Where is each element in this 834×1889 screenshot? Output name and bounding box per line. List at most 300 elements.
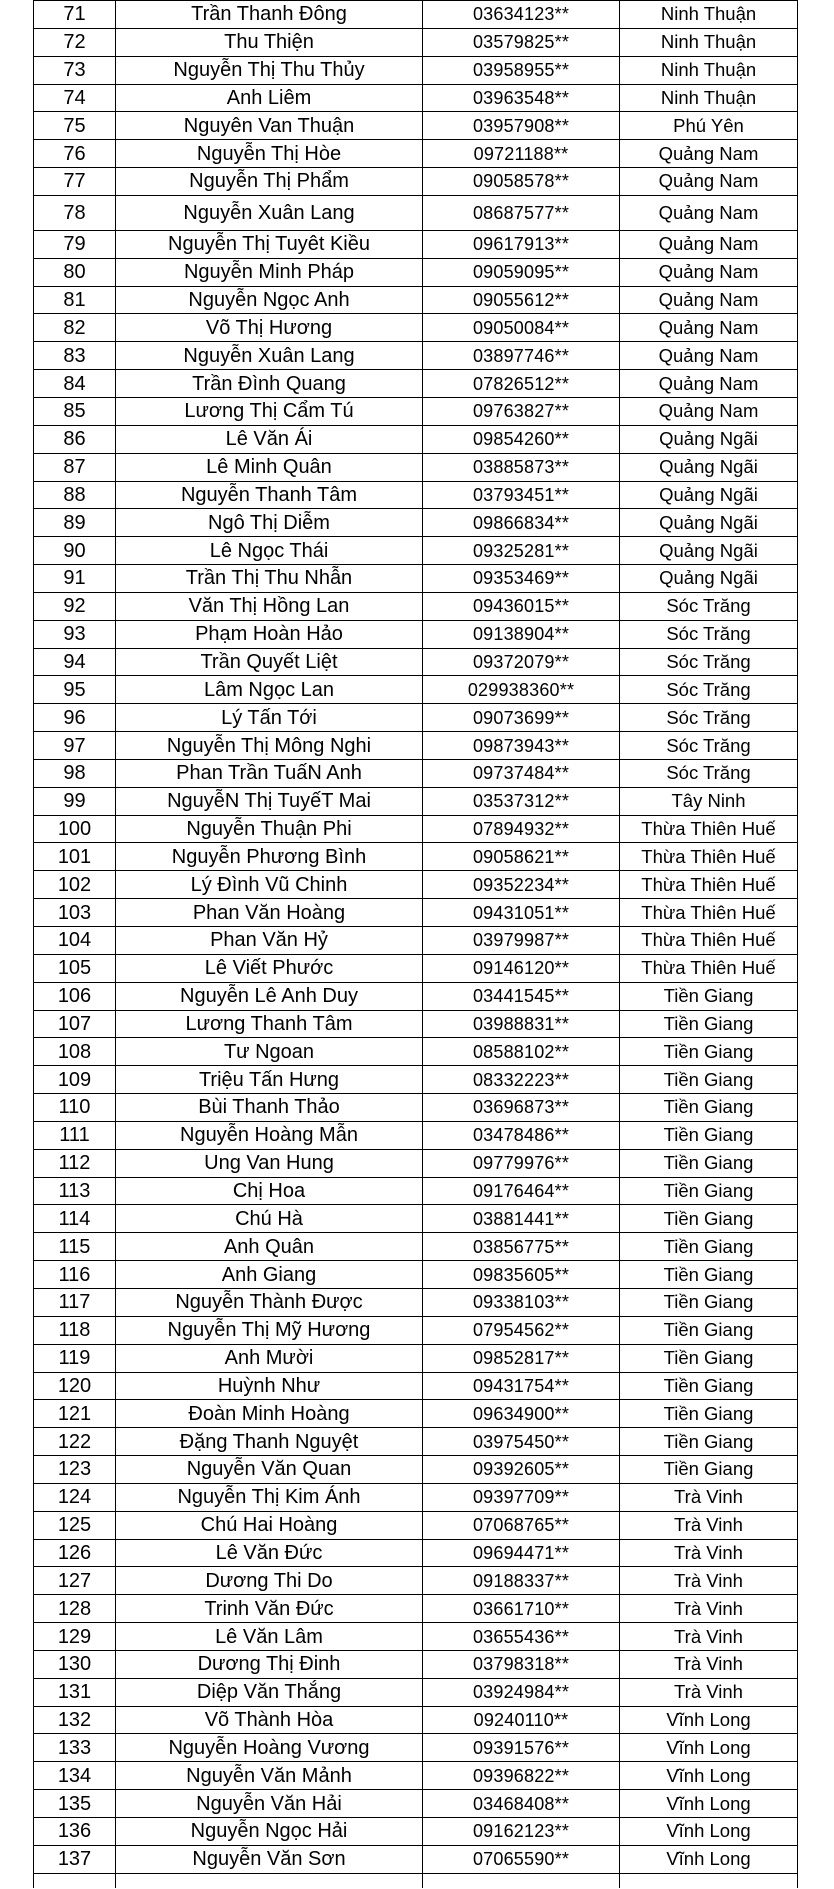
customer-name-cell: Nguyễn Thị Phẩm: [116, 168, 423, 196]
row-number-cell: 83: [34, 342, 116, 370]
province-cell: Ninh Thuận: [620, 56, 798, 84]
province-cell: Quảng Ngãi: [620, 565, 798, 593]
table-row: [34, 195, 798, 230]
row-number-cell: 121: [34, 1400, 116, 1428]
table-row: [34, 704, 798, 732]
phone-number-cell: 03897746**: [423, 342, 620, 370]
province-cell: Thừa Thiên Huế: [620, 843, 798, 871]
customer-name-cell: Lâm Ngọc Lan: [116, 676, 423, 704]
table-row: [34, 565, 798, 593]
province-cell: Quảng Nam: [620, 168, 798, 196]
province-cell: Tiền Giang: [620, 1149, 798, 1177]
table-row: [34, 1650, 798, 1678]
province-cell: Tây Ninh: [620, 787, 798, 815]
phone-number-cell: 08687577**: [423, 195, 620, 230]
province-cell: Sóc Trăng: [620, 648, 798, 676]
row-number-cell: 77: [34, 168, 116, 196]
province-cell: Tiền Giang: [620, 1428, 798, 1456]
table-row: [34, 1818, 798, 1846]
customer-name-cell: Lê Minh Quân: [116, 453, 423, 481]
customer-name-cell: Đặng Thanh Nguyệt: [116, 1428, 423, 1456]
phone-number-cell: 09059095**: [423, 258, 620, 286]
row-number-cell: 93: [34, 620, 116, 648]
phone-number-cell: 03579825**: [423, 28, 620, 56]
phone-number-cell: 09737484**: [423, 759, 620, 787]
customer-name-cell: Nguyễn Xuân Lang: [116, 342, 423, 370]
table-row: [34, 370, 798, 398]
row-number-cell: 106: [34, 982, 116, 1010]
customer-name-cell: Anh Mười: [116, 1344, 423, 1372]
customer-name-cell: Ung Van Hung: [116, 1149, 423, 1177]
phone-number-cell: 09835605**: [423, 1261, 620, 1289]
row-number-cell: 123: [34, 1456, 116, 1484]
row-number-cell: 76: [34, 140, 116, 168]
province-cell: Vĩnh Long: [620, 1845, 798, 1873]
phone-number-cell: 09176464**: [423, 1177, 620, 1205]
province-cell: Quảng Nam: [620, 195, 798, 230]
table-row: [34, 1010, 798, 1038]
province-cell: Trà Vinh: [620, 1623, 798, 1651]
phone-number-cell: 09396822**: [423, 1762, 620, 1790]
customer-name-cell: Nguyễn Xuân Lang: [116, 195, 423, 230]
table-row: [34, 84, 798, 112]
province-cell: Vĩnh Long: [620, 1734, 798, 1762]
province-cell: Vĩnh Long: [620, 1762, 798, 1790]
table-row: [34, 230, 798, 258]
province-cell: Trà Vinh: [620, 1595, 798, 1623]
province-cell: Quảng Ngãi: [620, 453, 798, 481]
customer-name-cell: Phan Trần TuấN Anh: [116, 759, 423, 787]
row-number-cell: 81: [34, 286, 116, 314]
province-cell: Quảng Nam: [620, 342, 798, 370]
table-row: [34, 1288, 798, 1316]
phone-number-cell: 07068765**: [423, 1511, 620, 1539]
customer-name-cell: Phạm Hoàn Hảo: [116, 620, 423, 648]
row-number-cell: 131: [34, 1678, 116, 1706]
table-row: [34, 1, 798, 29]
phone-number-cell: 03696873**: [423, 1094, 620, 1122]
customer-name-cell: Văn Thị Hồng Lan: [116, 592, 423, 620]
phone-number-cell: 09397709**: [423, 1483, 620, 1511]
row-number-cell: 102: [34, 871, 116, 899]
phone-number-cell: 03478486**: [423, 1121, 620, 1149]
row-number-cell: 126: [34, 1539, 116, 1567]
customer-name-cell: Tư Ngoan: [116, 1038, 423, 1066]
phone-number-cell: 09372079**: [423, 648, 620, 676]
table-row: [34, 168, 798, 196]
province-cell: Thừa Thiên Huế: [620, 899, 798, 927]
table-row: [34, 1038, 798, 1066]
phone-number-cell: 03793451**: [423, 481, 620, 509]
province-cell: Ninh Thuận: [620, 28, 798, 56]
row-number-cell: 108: [34, 1038, 116, 1066]
phone-number-cell: 029938360**: [423, 676, 620, 704]
phone-number-cell: 09353469**: [423, 565, 620, 593]
row-number-cell: 129: [34, 1623, 116, 1651]
customer-name-cell: Trần Thị Thu Nhẫn: [116, 565, 423, 593]
phone-number-cell: 09073699**: [423, 704, 620, 732]
row-number-cell: 120: [34, 1372, 116, 1400]
phone-number-cell: 03441545**: [423, 982, 620, 1010]
row-number-cell: 112: [34, 1149, 116, 1177]
table-row: [34, 620, 798, 648]
province-cell: Vĩnh Long: [620, 1706, 798, 1734]
row-number-cell: 111: [34, 1121, 116, 1149]
customer-name-cell: Thu Thiện: [116, 28, 423, 56]
row-number-cell: 97: [34, 732, 116, 760]
province-cell: Tiền Giang: [620, 1233, 798, 1261]
phone-number-cell: 03957908**: [423, 112, 620, 140]
province-cell: Trà Vinh: [620, 1650, 798, 1678]
table-row: [34, 1261, 798, 1289]
row-number-cell: 113: [34, 1177, 116, 1205]
phone-number-cell: 03661710**: [423, 1595, 620, 1623]
row-number-cell: 105: [34, 954, 116, 982]
row-number-cell: 104: [34, 927, 116, 955]
table-row: [34, 1483, 798, 1511]
customer-name-cell: Võ Thị Hương: [116, 314, 423, 342]
phone-number-cell: 09162123**: [423, 1818, 620, 1846]
empty-cell: [116, 1873, 423, 1888]
table-row: [34, 1539, 798, 1567]
phone-number-cell: 03885873**: [423, 453, 620, 481]
table-row: [34, 286, 798, 314]
row-number-cell: 72: [34, 28, 116, 56]
province-cell: Ninh Thuận: [620, 84, 798, 112]
province-cell: Thừa Thiên Huế: [620, 954, 798, 982]
row-number-cell: 132: [34, 1706, 116, 1734]
customer-name-cell: Bùi Thanh Thảo: [116, 1094, 423, 1122]
phone-number-cell: 09617913**: [423, 230, 620, 258]
province-cell: Tiền Giang: [620, 1316, 798, 1344]
table-row: [34, 871, 798, 899]
phone-number-cell: 09694471**: [423, 1539, 620, 1567]
province-cell: Tiền Giang: [620, 1121, 798, 1149]
phone-number-cell: 09146120**: [423, 954, 620, 982]
row-number-cell: 73: [34, 56, 116, 84]
province-cell: Quảng Ngãi: [620, 537, 798, 565]
table-row: [34, 342, 798, 370]
table-row: [34, 1344, 798, 1372]
row-number-cell: 79: [34, 230, 116, 258]
customer-name-cell: Phan Văn Hoàng: [116, 899, 423, 927]
phone-number-cell: 03655436**: [423, 1623, 620, 1651]
customer-name-cell: Nguyễn Hoàng Vương: [116, 1734, 423, 1762]
customer-name-cell: Chú Hai Hoàng: [116, 1511, 423, 1539]
phone-number-cell: 03988831**: [423, 1010, 620, 1038]
customer-name-cell: Nguyễn Lê Anh Duy: [116, 982, 423, 1010]
table-row: [34, 397, 798, 425]
province-cell: Tiền Giang: [620, 1010, 798, 1038]
phone-number-cell: 03798318**: [423, 1650, 620, 1678]
table-row: [34, 592, 798, 620]
province-cell: Quảng Ngãi: [620, 481, 798, 509]
customer-name-cell: Nguyễn Thị Mỹ Hương: [116, 1316, 423, 1344]
row-number-cell: 92: [34, 592, 116, 620]
province-cell: Ninh Thuận: [620, 1, 798, 29]
province-cell: Trà Vinh: [620, 1483, 798, 1511]
row-number-cell: 84: [34, 370, 116, 398]
table-row: [34, 1595, 798, 1623]
table-row: [34, 1094, 798, 1122]
phone-number-cell: 09325281**: [423, 537, 620, 565]
customer-name-cell: Nguyễn Văn Sơn: [116, 1845, 423, 1873]
row-number-cell: 87: [34, 453, 116, 481]
row-number-cell: 134: [34, 1762, 116, 1790]
province-cell: Tiền Giang: [620, 1456, 798, 1484]
row-number-cell: 89: [34, 509, 116, 537]
table-row: [34, 1400, 798, 1428]
province-cell: Tiền Giang: [620, 1400, 798, 1428]
table-row: [34, 112, 798, 140]
province-cell: Tiền Giang: [620, 1038, 798, 1066]
row-number-cell: 101: [34, 843, 116, 871]
phone-number-cell: 03856775**: [423, 1233, 620, 1261]
table-row: [34, 954, 798, 982]
row-number-cell: 96: [34, 704, 116, 732]
phone-number-cell: 09058578**: [423, 168, 620, 196]
table-row: [34, 453, 798, 481]
row-number-cell: 119: [34, 1344, 116, 1372]
province-cell: Sóc Trăng: [620, 759, 798, 787]
row-number-cell: 115: [34, 1233, 116, 1261]
province-cell: Quảng Ngãi: [620, 425, 798, 453]
table-row: [34, 1066, 798, 1094]
table-row: [34, 676, 798, 704]
customer-name-cell: Chị Hoa: [116, 1177, 423, 1205]
customer-name-cell: Lê Văn Ái: [116, 425, 423, 453]
customer-name-cell: NguyễN Thị TuyếT Mai: [116, 787, 423, 815]
phone-number-cell: 09854260**: [423, 425, 620, 453]
table-row: [34, 1706, 798, 1734]
table-row: [34, 425, 798, 453]
customer-name-cell: Dương Thị Đinh: [116, 1650, 423, 1678]
table-row: [34, 1205, 798, 1233]
customer-name-cell: Trần Đình Quang: [116, 370, 423, 398]
winners-list-sheet: [33, 0, 797, 1888]
row-number-cell: 136: [34, 1818, 116, 1846]
table-row: [34, 1762, 798, 1790]
phone-number-cell: 09436015**: [423, 592, 620, 620]
table-row: [34, 314, 798, 342]
province-cell: Trà Vinh: [620, 1511, 798, 1539]
table-row: [34, 258, 798, 286]
phone-number-cell: 09138904**: [423, 620, 620, 648]
table-row: [34, 1372, 798, 1400]
province-cell: Tiền Giang: [620, 1261, 798, 1289]
row-number-cell: 82: [34, 314, 116, 342]
customer-name-cell: Trần Thanh Đông: [116, 1, 423, 29]
table-row: [34, 1121, 798, 1149]
phone-number-cell: 08588102**: [423, 1038, 620, 1066]
customer-name-cell: Nguyễn Thuận Phi: [116, 815, 423, 843]
customer-name-cell: Anh Liêm: [116, 84, 423, 112]
province-cell: Quảng Nam: [620, 370, 798, 398]
table-row: [34, 1678, 798, 1706]
customer-name-cell: Nguyễn Thị Kim Ánh: [116, 1483, 423, 1511]
row-number-cell: 114: [34, 1205, 116, 1233]
customer-name-cell: Nguyễn Phương Bình: [116, 843, 423, 871]
row-number-cell: 74: [34, 84, 116, 112]
row-number-cell: 109: [34, 1066, 116, 1094]
row-number-cell: 71: [34, 1, 116, 29]
province-cell: Quảng Nam: [620, 258, 798, 286]
table-row: [34, 899, 798, 927]
table-row: [34, 787, 798, 815]
province-cell: Quảng Nam: [620, 140, 798, 168]
province-cell: Sóc Trăng: [620, 676, 798, 704]
table-row: [34, 648, 798, 676]
row-number-cell: 117: [34, 1288, 116, 1316]
row-number-cell: 125: [34, 1511, 116, 1539]
table-row: [34, 1567, 798, 1595]
province-cell: Tiền Giang: [620, 1372, 798, 1400]
province-cell: Tiền Giang: [620, 1094, 798, 1122]
row-number-cell: 103: [34, 899, 116, 927]
customer-name-cell: Trinh Văn Đức: [116, 1595, 423, 1623]
table-row: [34, 982, 798, 1010]
customer-name-cell: Lương Thị Cẩm Tú: [116, 397, 423, 425]
table-row: [34, 481, 798, 509]
province-cell: Quảng Nam: [620, 286, 798, 314]
row-number-cell: 107: [34, 1010, 116, 1038]
customer-name-cell: Nguyên Van Thuận: [116, 112, 423, 140]
customer-name-cell: Võ Thành Hòa: [116, 1706, 423, 1734]
customer-name-cell: Nguyễn Thị Mông Nghi: [116, 732, 423, 760]
table-row: [34, 732, 798, 760]
phone-number-cell: 03634123**: [423, 1, 620, 29]
phone-number-cell: 09391576**: [423, 1734, 620, 1762]
customer-name-cell: Lương Thanh Tâm: [116, 1010, 423, 1038]
row-number-cell: 98: [34, 759, 116, 787]
row-number-cell: 78: [34, 195, 116, 230]
phone-number-cell: 07894932**: [423, 815, 620, 843]
row-number-cell: 99: [34, 787, 116, 815]
table-row: [34, 1456, 798, 1484]
phone-number-cell: 09873943**: [423, 732, 620, 760]
province-cell: Thừa Thiên Huế: [620, 815, 798, 843]
province-cell: Thừa Thiên Huế: [620, 871, 798, 899]
row-number-cell: 135: [34, 1790, 116, 1818]
row-number-cell: 130: [34, 1650, 116, 1678]
winners-table: [33, 0, 798, 1888]
customer-name-cell: Nguyễn Thị Thu Thủy: [116, 56, 423, 84]
row-number-cell: 88: [34, 481, 116, 509]
customer-name-cell: Nguyễn Thanh Tâm: [116, 481, 423, 509]
table-row: [34, 1734, 798, 1762]
customer-name-cell: Nguyễn Thị Tuyêt Kiều: [116, 230, 423, 258]
row-number-cell: 94: [34, 648, 116, 676]
phone-number-cell: 03537312**: [423, 787, 620, 815]
customer-name-cell: Phan Văn Hỷ: [116, 927, 423, 955]
province-cell: Quảng Nam: [620, 230, 798, 258]
phone-number-cell: 09431754**: [423, 1372, 620, 1400]
province-cell: Thừa Thiên Huế: [620, 927, 798, 955]
customer-name-cell: Lê Văn Đức: [116, 1539, 423, 1567]
table-row: [34, 140, 798, 168]
row-number-cell: 137: [34, 1845, 116, 1873]
province-cell: Vĩnh Long: [620, 1818, 798, 1846]
province-cell: Quảng Ngãi: [620, 509, 798, 537]
phone-number-cell: 03881441**: [423, 1205, 620, 1233]
customer-name-cell: Đoàn Minh Hoàng: [116, 1400, 423, 1428]
phone-number-cell: 07065590**: [423, 1845, 620, 1873]
province-cell: Quảng Nam: [620, 397, 798, 425]
table-row: [34, 1511, 798, 1539]
phone-number-cell: 09240110**: [423, 1706, 620, 1734]
phone-number-cell: 09050084**: [423, 314, 620, 342]
row-number-cell: 86: [34, 425, 116, 453]
table-row: [34, 843, 798, 871]
phone-number-cell: 09431051**: [423, 899, 620, 927]
customer-name-cell: Nguyễn Văn Mảnh: [116, 1762, 423, 1790]
province-cell: Phú Yên: [620, 112, 798, 140]
table-row: [34, 1233, 798, 1261]
customer-name-cell: Lê Văn Lâm: [116, 1623, 423, 1651]
phone-number-cell: 09392605**: [423, 1456, 620, 1484]
phone-number-cell: 09338103**: [423, 1288, 620, 1316]
row-number-cell: 85: [34, 397, 116, 425]
phone-number-cell: 09763827**: [423, 397, 620, 425]
table-row: [34, 537, 798, 565]
row-number-cell: 133: [34, 1734, 116, 1762]
table-row: [34, 1428, 798, 1456]
phone-number-cell: 09866834**: [423, 509, 620, 537]
phone-number-cell: 09058621**: [423, 843, 620, 871]
province-cell: Tiền Giang: [620, 1205, 798, 1233]
phone-number-cell: 07954562**: [423, 1316, 620, 1344]
table-row: [34, 28, 798, 56]
customer-name-cell: Lê Viết Phước: [116, 954, 423, 982]
phone-number-cell: 09188337**: [423, 1567, 620, 1595]
province-cell: Tiền Giang: [620, 1066, 798, 1094]
phone-number-cell: 09055612**: [423, 286, 620, 314]
customer-name-cell: Lý Tấn Tới: [116, 704, 423, 732]
phone-number-cell: 09779976**: [423, 1149, 620, 1177]
row-number-cell: 122: [34, 1428, 116, 1456]
phone-number-cell: 08332223**: [423, 1066, 620, 1094]
customer-name-cell: Ngô Thị Diễm: [116, 509, 423, 537]
phone-number-cell: 09352234**: [423, 871, 620, 899]
phone-number-cell: 09721188**: [423, 140, 620, 168]
row-number-cell: 128: [34, 1595, 116, 1623]
row-number-cell: 91: [34, 565, 116, 593]
phone-number-cell: 03468408**: [423, 1790, 620, 1818]
customer-name-cell: Dương Thi Do: [116, 1567, 423, 1595]
customer-name-cell: Lý Đình Vũ Chinh: [116, 871, 423, 899]
province-cell: Sóc Trăng: [620, 704, 798, 732]
table-row: [34, 759, 798, 787]
empty-cell: [34, 1873, 116, 1888]
empty-cell: [423, 1873, 620, 1888]
phone-number-cell: 03975450**: [423, 1428, 620, 1456]
customer-name-cell: Nguyễn Thành Được: [116, 1288, 423, 1316]
customer-name-cell: Nguyễn Văn Quan: [116, 1456, 423, 1484]
customer-name-cell: Nguyễn Văn Hải: [116, 1790, 423, 1818]
phone-number-cell: 09852817**: [423, 1344, 620, 1372]
customer-name-cell: Huỳnh Như: [116, 1372, 423, 1400]
province-cell: Tiền Giang: [620, 1177, 798, 1205]
customer-name-cell: Nguyễn Thị Hòe: [116, 140, 423, 168]
province-cell: Sóc Trăng: [620, 620, 798, 648]
row-number-cell: 116: [34, 1261, 116, 1289]
row-number-cell: 118: [34, 1316, 116, 1344]
row-number-cell: 95: [34, 676, 116, 704]
phone-number-cell: 03963548**: [423, 84, 620, 112]
table-row-cutoff: [34, 1873, 798, 1888]
row-number-cell: 100: [34, 815, 116, 843]
table-row: [34, 509, 798, 537]
